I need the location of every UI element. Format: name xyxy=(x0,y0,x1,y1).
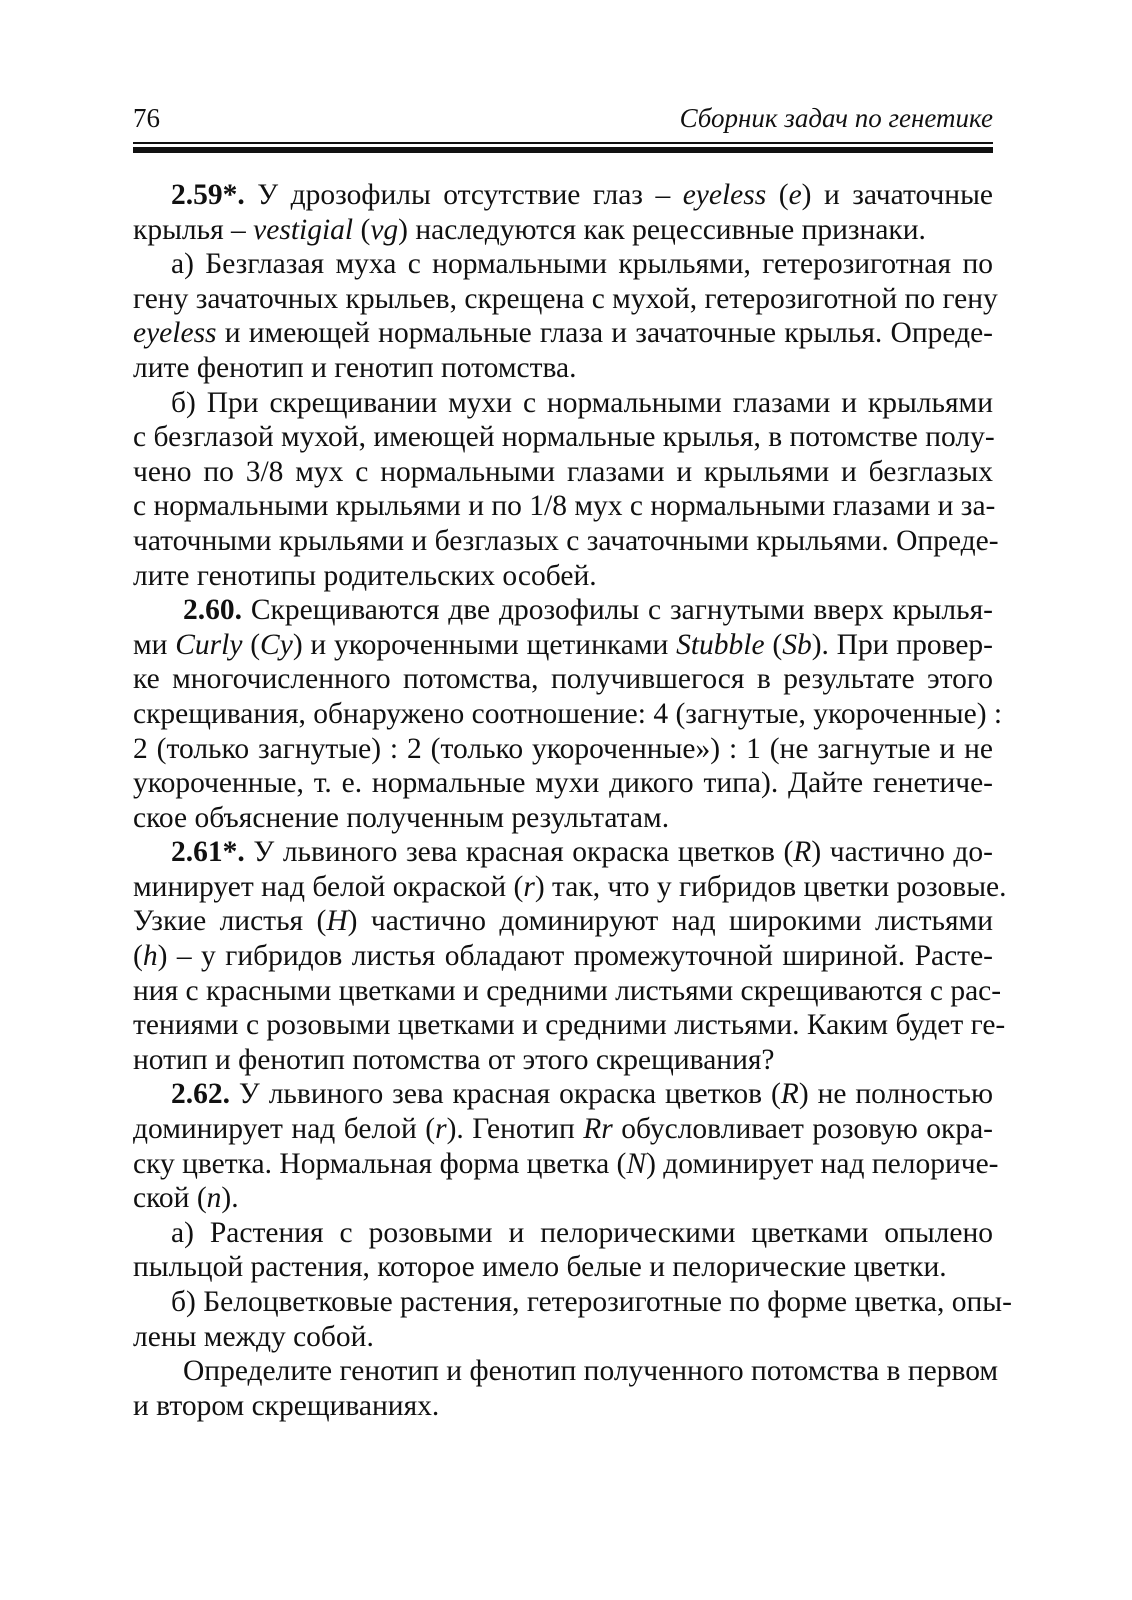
text-line xyxy=(133,1181,993,1216)
text-span: ( xyxy=(764,628,783,661)
text-span: обусловливает розовую окра- xyxy=(612,1113,994,1146)
page-header xyxy=(133,98,993,142)
page-number: 76 xyxy=(133,103,160,133)
text-line: б) При скрещивании мухи с нормальными глазами и крыльями xyxy=(171,386,993,419)
text-line: 2 (только загнутые) : 2 (только укороченные») : 1 (не загнутые и не xyxy=(133,732,993,765)
text-line: скрещивания, обнаружено соотношение: 4 (загнутые, укороченные) : xyxy=(133,697,1003,730)
text-span: ) частично доминируют над широкими листьями xyxy=(347,905,994,938)
text-span: У львиного зева красная окраска цветков ( xyxy=(244,836,794,869)
text-line xyxy=(133,835,993,870)
text-line xyxy=(133,1112,993,1147)
text-span: доминирует над белой ( xyxy=(133,1113,436,1146)
gene-symbol: H xyxy=(326,905,348,938)
gene-symbol: n xyxy=(206,1182,222,1215)
gene-symbol: h xyxy=(142,940,158,973)
text-span: Узкие листья ( xyxy=(133,905,327,938)
text-line: а) Безглазая муха с нормальными крыльями, гетерозиготная по xyxy=(171,248,993,281)
text-span: и имеющей нормальные глаза и зачаточные крылья. Опреде- xyxy=(216,317,993,350)
gene-symbol: Sb xyxy=(782,628,812,661)
text-line xyxy=(133,1077,993,1112)
text-span: ) наследуются как рецессивные признаки. xyxy=(398,213,926,246)
gene-symbol: R xyxy=(793,836,812,869)
text-line: тениями с розовыми цветками и средними листьями. Каким будет ге- xyxy=(133,1009,1006,1042)
text-span: ) и укороченными щетинками xyxy=(292,628,677,661)
gene-symbol: vg xyxy=(370,213,399,246)
problem-2-60 xyxy=(133,593,1003,835)
text-line xyxy=(133,870,1007,905)
text-span: ) и зачаточные xyxy=(801,179,994,211)
gene-symbol: R xyxy=(780,1078,799,1111)
header-rule-thick xyxy=(133,147,993,153)
gene-name: eyeless xyxy=(133,317,217,350)
text-line: чено по 3/8 мух с нормальными глазами и крыльями и безглазых xyxy=(133,455,993,488)
gene-symbol: e xyxy=(788,179,802,211)
gene-symbol: r xyxy=(435,1113,447,1146)
text-span: ) так, что у гибридов цветки розовые. xyxy=(534,870,1007,903)
text-line: пыльцой растения, которое имело белые и пелорические цветки. xyxy=(133,1251,947,1284)
text-span: ). xyxy=(221,1182,239,1215)
problem-2-61 xyxy=(133,835,1007,1077)
text-span: ( xyxy=(766,179,789,211)
text-span: ). Генотип xyxy=(446,1113,584,1146)
gene-name: Stubble xyxy=(676,628,765,661)
text-line: Определите генотип и фенотип полученного потомства в первом xyxy=(183,1355,999,1388)
text-line: с безглазой мухой, имеющей нормальные крылья, в потомстве полу- xyxy=(133,421,995,454)
text-line: чаточными крыльями и безглазых с зачаточными крыльями. Опреде- xyxy=(133,524,999,557)
text-span: Скрещиваются две дрозофилы с загнутыми вверх крылья- xyxy=(242,594,993,627)
text-span: ) не полностью xyxy=(798,1078,993,1111)
header-rule-thin xyxy=(133,142,993,144)
text-span: ). При провер- xyxy=(811,628,993,661)
text-line xyxy=(133,178,993,213)
text-line xyxy=(133,316,993,351)
text-line: укороченные, т. е. нормальные мухи дикого типа). Дайте генетиче- xyxy=(133,767,993,800)
text-line xyxy=(133,939,993,974)
text-line: лены между собой. xyxy=(133,1320,374,1353)
text-line xyxy=(133,593,993,628)
gene-symbol: r xyxy=(523,870,535,903)
gene-symbol: N xyxy=(626,1147,647,1180)
problem-number: 2.60. xyxy=(183,594,242,627)
text-span: ску цветка. Нормальная форма цветка ( xyxy=(133,1147,627,1180)
text-line: и втором скрещиваниях. xyxy=(133,1389,440,1422)
text-line: ния с красными цветками и средними листьями скрещиваются с рас- xyxy=(133,974,1002,1007)
text-line xyxy=(133,1147,999,1182)
text-line: лите генотипы родительских особей. xyxy=(133,559,597,592)
text-line xyxy=(133,904,993,939)
gene-symbol: Cy xyxy=(260,628,293,661)
running-title: Сборник задач по генетике xyxy=(679,103,993,133)
text-span: У львиного зева красная окраска цветков ( xyxy=(230,1078,781,1111)
text-line xyxy=(133,213,993,248)
text-span: ) – у гибридов листья обладают промежуточной шириной. Расте- xyxy=(157,940,993,973)
text-line: ке многочисленного потомства, получившегося в результате этого xyxy=(133,663,993,696)
gene-name: eyeless xyxy=(682,179,767,211)
text-line: гену зачаточных крыльев, скрещена с мухой, гетерозиготной по гену xyxy=(133,282,998,315)
text-line xyxy=(133,628,993,663)
problem-number: 2.62. xyxy=(171,1078,230,1111)
gene-name: vestigial xyxy=(253,213,354,246)
gene-name: Curly xyxy=(175,628,243,661)
text-line: с нормальными крыльями и по 1/8 мух с нормальными глазами и за- xyxy=(133,490,996,523)
problem-2-62 xyxy=(133,1077,1012,1423)
gene-symbol: Rr xyxy=(583,1113,613,1146)
text-span: минирует над белой окраской ( xyxy=(133,870,524,903)
problem-2-59 xyxy=(133,178,999,593)
text-span: ( xyxy=(133,940,143,973)
problem-number: 2.61*. xyxy=(171,836,245,869)
text-span: крылья – xyxy=(133,213,254,246)
text-span: ми xyxy=(133,628,176,661)
text-span: У дрозофилы отсутствие глаз – xyxy=(244,179,683,211)
text-span: ) доминирует над пелориче- xyxy=(646,1147,999,1180)
text-line: а) Растения с розовыми и пелорическими цветками опылено xyxy=(171,1216,993,1249)
text-span: ( xyxy=(353,213,371,246)
text-span: ( xyxy=(242,628,261,661)
body-text xyxy=(133,178,1012,1423)
problem-number: 2.59*. xyxy=(171,179,245,211)
text-span: ской ( xyxy=(133,1182,207,1215)
text-line: лите фенотип и генотип потомства. xyxy=(133,351,577,384)
text-line: нотип и фенотип потомства от этого скрещивания? xyxy=(133,1043,775,1076)
text-span: ) частично до- xyxy=(811,836,993,869)
text-line: ское объяснение полученным результатам. xyxy=(133,801,670,834)
text-line: б) Белоцветковые растения, гетерозиготные по форме цветка, опы- xyxy=(171,1286,1012,1318)
